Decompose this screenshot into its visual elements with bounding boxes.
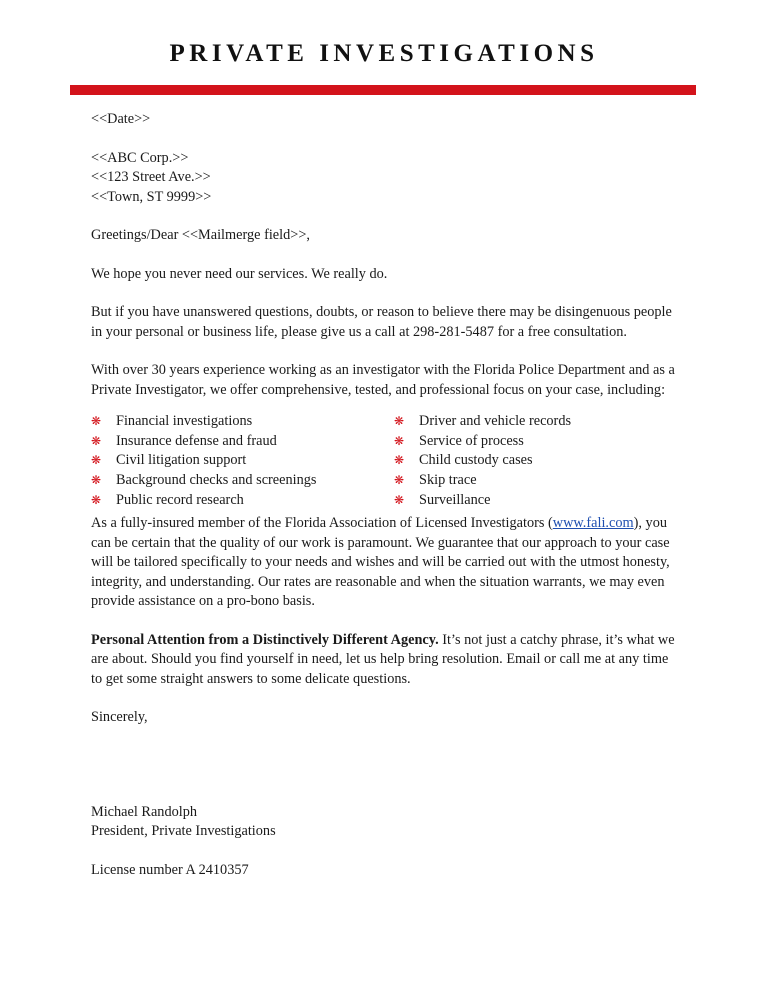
list-item: [394, 412, 634, 432]
service-label: Financial investigations: [116, 413, 253, 429]
list-item: [394, 471, 634, 491]
tagline-bold: Personal Attention from a Distinctively Different Agency.: [91, 631, 439, 648]
asterisk-bullet-icon: ❋: [394, 414, 405, 428]
services-right-column: [394, 412, 634, 510]
greeting: Greetings/Dear <<Mailmerge field>>,: [91, 227, 310, 243]
asterisk-bullet-icon: ❋: [91, 433, 102, 448]
address-line: <<Town, ST 9999>>: [91, 188, 212, 205]
service-label: Public record research: [116, 491, 244, 508]
paragraph-intro: We hope you never need our services. We really do.: [91, 265, 388, 282]
signature-block: [91, 803, 681, 842]
asterisk-bullet-icon: ❋: [91, 414, 102, 428]
paragraph-consultation: But if you have unanswered questions, doubts, or reason to believe there may be disingenuous people in your personal or business life, please give us a call at 298-281-5487 for a free consultation.: [91, 304, 672, 340]
list-item: [91, 451, 394, 471]
list-item: [91, 432, 394, 452]
service-label: Insurance defense and fraud: [116, 432, 277, 449]
personal-attention-text: It’s not just a catchy phrase, it’s what we are about. Should you find yourself in need, let us help bring resolution. Email or call me at any time to get some straight answers to some delicate questions.: [91, 631, 675, 687]
list-item: [394, 491, 634, 511]
service-label: Child custody cases: [419, 452, 533, 469]
license-number: License number A 2410357: [91, 861, 249, 878]
service-label: Skip trace: [419, 472, 477, 489]
service-label: Service of process: [419, 432, 524, 449]
date-placeholder: <<Date>>: [91, 111, 151, 127]
signature-space: [91, 747, 681, 803]
signer-name: Michael Randolph: [91, 803, 198, 820]
services-left-column: [91, 412, 394, 510]
paragraph-membership: [91, 514, 681, 612]
page-title: PRIVATE INVESTIGATIONS: [169, 40, 599, 67]
asterisk-bullet-icon: ❋: [91, 473, 102, 488]
asterisk-bullet-icon: ❋: [394, 492, 405, 507]
signer-title: President, Private Investigations: [91, 823, 276, 840]
asterisk-bullet-icon: ❋: [394, 473, 405, 488]
asterisk-bullet-icon: ❋: [91, 453, 102, 468]
asterisk-bullet-icon: ❋: [394, 433, 405, 448]
address-line: <<123 Street Ave.>>: [91, 169, 211, 185]
service-label: Surveillance: [419, 491, 491, 508]
list-item: [91, 471, 394, 491]
list-item: [394, 451, 634, 471]
service-label: Background checks and screenings: [116, 472, 317, 489]
header-rule: [70, 85, 696, 95]
paragraph-personal-attention: [91, 631, 681, 690]
fali-website-link[interactable]: www.fali.com: [552, 515, 634, 532]
list-item: [91, 412, 394, 432]
paragraph-experience: With over 30 years experience working as an investigator with the Florida Police Department and as a Private Investigator, we offer comprehensive, tested, and professional focus on your case, including:: [91, 362, 675, 398]
service-label: Civil litigation support: [116, 452, 247, 469]
list-item: [394, 432, 634, 452]
asterisk-bullet-icon: ❋: [394, 453, 405, 468]
address-line: <<ABC Corp.>>: [91, 149, 189, 166]
services-list: [91, 412, 681, 510]
recipient-address: [91, 149, 681, 208]
service-label: Driver and vehicle records: [419, 413, 572, 429]
list-item: [91, 491, 394, 511]
membership-text: As a fully-insured member of the Florida Association of Licensed Investigators (: [91, 515, 553, 532]
membership-text-continued: ), you can be certain that the quality of our work is paramount. We guarantee that our approach to your case will be tailored specifically to your needs and wishes and will be carried out with the utmost honesty, integrity, and understanding. Our rates are reasonable and when the situation warrants, we may even provide assistance on a pro-bono basis.: [91, 515, 670, 610]
closing: Sincerely,: [91, 709, 148, 726]
letter-body: [91, 110, 681, 899]
asterisk-bullet-icon: ❋: [91, 492, 102, 507]
